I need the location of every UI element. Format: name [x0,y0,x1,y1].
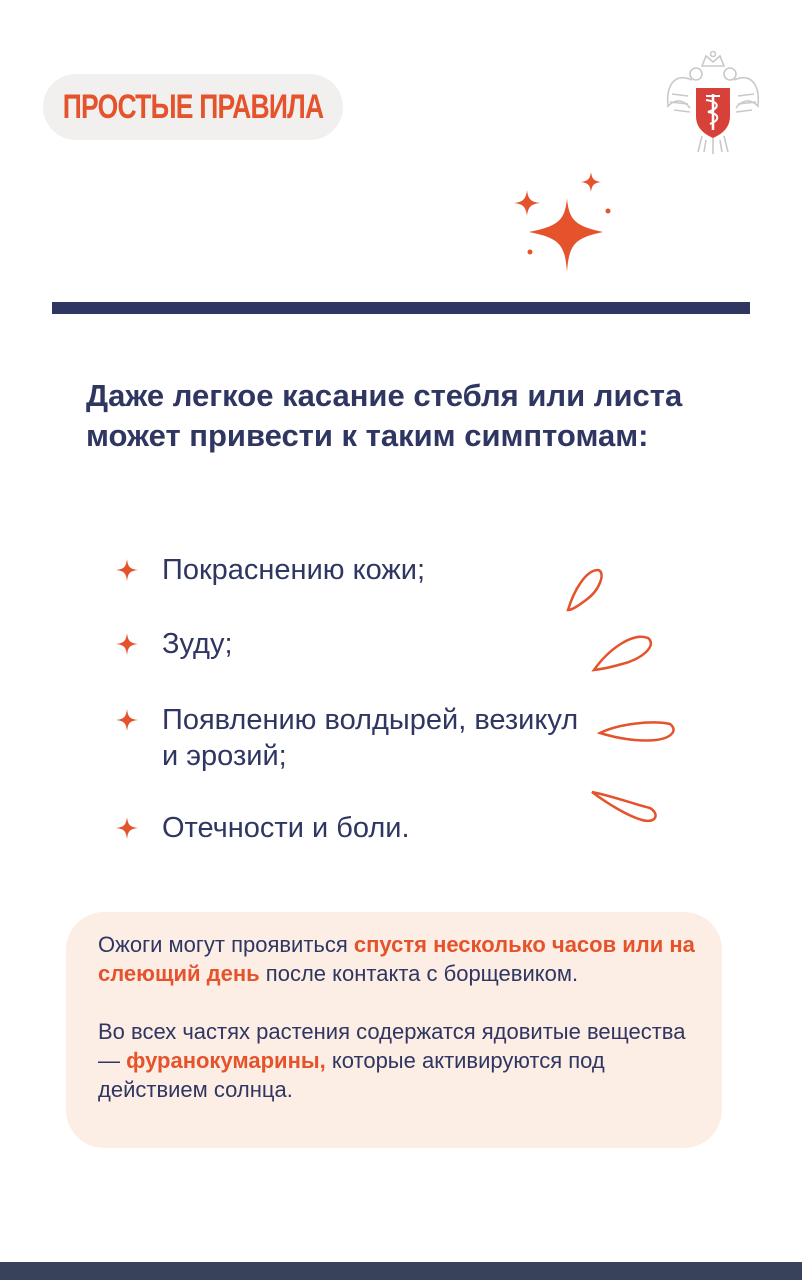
list-item [116,626,602,662]
callout-text: Ожоги могут проявиться [98,932,354,957]
list-item [116,702,582,774]
star-bullet-icon [116,817,138,839]
list-item [116,810,602,846]
list-item-text: Появлению волдырей, везикул и эрозий; [162,704,579,772]
list-item-text: Отечности и боли. [162,812,410,844]
callout-text: Во всех частях растения содержатся ядовитые вещества — [98,1019,686,1073]
section-divider [52,302,750,314]
sparkles-icon [505,168,615,276]
star-bullet-icon [116,559,138,581]
ministry-emblem-icon [662,50,764,158]
main-heading: Даже легкое касание стебля или листа может привести к таким симптомам: [86,378,683,453]
decorative-petals-icon [560,560,690,835]
bottom-bar [0,1262,802,1280]
callout-paragraph-burns [98,930,698,988]
star-bullet-icon [116,633,138,655]
list-item-text: Покраснению кожи; [162,554,426,586]
callout-text: после контакта с борщевиком. [259,961,579,986]
callout-highlight: фуранокумарины, [126,1048,326,1073]
star-bullet-icon [116,709,138,731]
info-callout [66,912,722,1148]
category-badge [43,74,343,140]
callout-highlight: спустя несколько часов или на слеющий день [98,932,695,986]
callout-paragraph-toxins [98,1017,698,1104]
list-item-text: Зуду; [162,628,233,660]
callout-text: которые активируются под действием солнца. [98,1048,605,1102]
list-item [116,552,602,588]
category-badge-label: ПРОСТЫЕ ПРАВИЛА [62,87,324,126]
